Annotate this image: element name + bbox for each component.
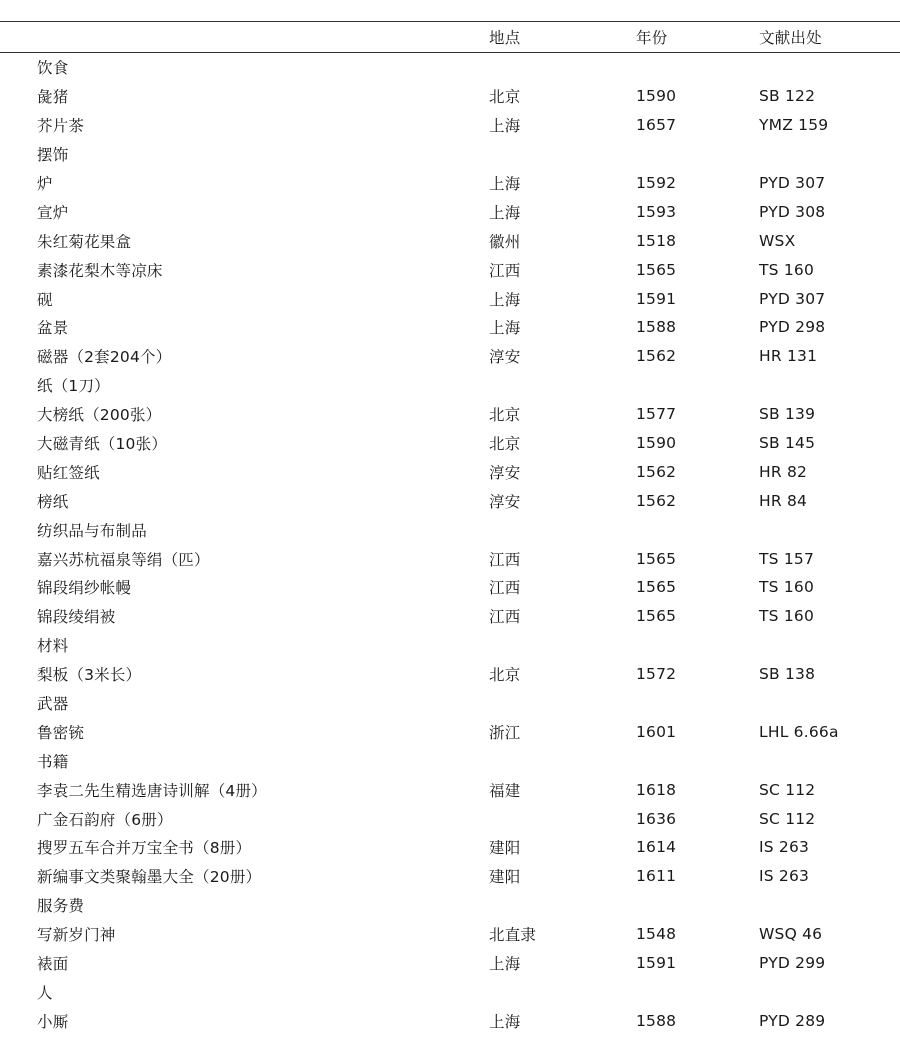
table-row	[0, 949, 900, 978]
cell-source: TS 160	[759, 578, 815, 597]
cell-year: 1577	[636, 405, 677, 424]
cell-year: 1618	[636, 780, 677, 799]
cell-item: 榜纸	[37, 492, 69, 511]
cell-year: 1614	[636, 838, 677, 857]
cell-place: 上海	[489, 175, 521, 193]
cell-source: SB 122	[759, 87, 816, 106]
cell-year: 1611	[636, 867, 677, 886]
table-body	[0, 53, 900, 1035]
table-row	[0, 544, 900, 573]
header-year: 年份	[636, 29, 668, 47]
category-row	[0, 978, 900, 1007]
cell-item: 搜罗五车合并万宝全书（8册）	[37, 839, 252, 858]
table-row	[0, 429, 900, 458]
cell-item: 宣炉	[37, 203, 69, 222]
cell-year: 1565	[636, 607, 677, 626]
cell-item: 纸（1刀）	[37, 377, 110, 396]
cell-source: TS 160	[759, 260, 815, 279]
cell-item: 广金石韵府（6册）	[37, 810, 173, 829]
cell-year: 1562	[636, 491, 677, 510]
category-row	[0, 371, 900, 400]
cell-source: HR 84	[759, 491, 808, 510]
table-row	[0, 833, 900, 862]
cell-place: 建阳	[489, 868, 521, 887]
table-row	[0, 804, 900, 833]
cell-place: 北京	[489, 88, 521, 107]
cell-place: 淳安	[489, 348, 521, 367]
cell-source: SC 112	[759, 809, 816, 828]
cell-item: 武器	[37, 695, 69, 714]
cell-source: SB 138	[759, 665, 816, 684]
cell-item: 鲁密铳	[37, 723, 85, 742]
cell-item: 朱红菊花果盒	[37, 232, 132, 251]
cell-item: 书籍	[37, 752, 69, 771]
category-row	[0, 53, 900, 82]
table-row	[0, 342, 900, 371]
category-row	[0, 631, 900, 660]
cell-item: 大榜纸（200张）	[37, 406, 162, 425]
cell-item: 素漆花梨木等凉床	[37, 261, 163, 280]
category-row	[0, 746, 900, 775]
table-row	[0, 602, 900, 631]
cell-place: 江西	[489, 550, 521, 569]
cell-place: 北京	[489, 666, 521, 685]
cell-place: 上海	[489, 203, 521, 222]
cell-place: 江西	[489, 608, 521, 627]
table-row	[0, 457, 900, 486]
table-row	[0, 284, 900, 313]
cell-item: 锦段绢纱帐幔	[37, 579, 132, 598]
cell-year: 1590	[636, 434, 677, 453]
cell-year: 1601	[636, 722, 677, 741]
cell-year: 1588	[636, 1011, 677, 1030]
table-row	[0, 486, 900, 515]
table-row	[0, 111, 900, 140]
price-table	[0, 21, 900, 1035]
table-row	[0, 82, 900, 111]
cell-source: HR 82	[759, 462, 808, 481]
cell-year: 1518	[636, 231, 677, 250]
cell-source: PYD 307	[759, 289, 826, 308]
cell-place: 上海	[489, 117, 521, 136]
cell-source: SB 139	[759, 405, 816, 424]
cell-item: 盆景	[37, 319, 69, 338]
table-row	[0, 1006, 900, 1035]
table-row	[0, 775, 900, 804]
table-row	[0, 660, 900, 689]
table-row	[0, 169, 900, 198]
cell-item: 人	[37, 983, 53, 1002]
table-row	[0, 862, 900, 891]
cell-year: 1592	[636, 174, 677, 192]
cell-item: 彘猪	[37, 88, 69, 107]
cell-source: HR 131	[759, 347, 818, 366]
table-row	[0, 400, 900, 429]
cell-source: IS 263	[759, 838, 810, 857]
cell-source: LHL 6.66a	[759, 722, 839, 741]
cell-source: WSX	[759, 231, 796, 250]
header-source: 文献出处	[759, 29, 822, 47]
cell-place: 淳安	[489, 463, 521, 482]
cell-year: 1657	[636, 116, 677, 135]
cell-year: 1636	[636, 809, 677, 828]
table-row	[0, 197, 900, 226]
cell-place: 北京	[489, 406, 521, 425]
cell-year: 1548	[636, 925, 677, 944]
cell-year: 1593	[636, 202, 677, 221]
category-row	[0, 891, 900, 920]
cell-item: 李袁二先生精选唐诗训解（4册）	[37, 781, 267, 800]
cell-item: 大磁青纸（10张）	[37, 435, 168, 454]
cell-source: IS 263	[759, 867, 810, 886]
cell-year: 1590	[636, 87, 677, 106]
cell-place: 江西	[489, 261, 521, 280]
cell-item: 摆饰	[37, 146, 69, 165]
cell-source: PYD 307	[759, 174, 826, 192]
cell-year: 1565	[636, 260, 677, 279]
cell-place: 上海	[489, 955, 521, 974]
cell-place: 浙江	[489, 723, 521, 742]
cell-source: WSQ 46	[759, 925, 823, 944]
cell-year: 1565	[636, 578, 677, 597]
cell-place: 福建	[489, 781, 521, 800]
table-row	[0, 255, 900, 284]
cell-item: 新编事文类聚翰墨大全（20册）	[37, 868, 262, 887]
table-row	[0, 313, 900, 342]
cell-item: 小厮	[37, 1012, 69, 1031]
cell-year: 1565	[636, 549, 677, 568]
table-row	[0, 717, 900, 746]
table-row	[0, 226, 900, 255]
cell-place: 上海	[489, 1012, 521, 1031]
cell-item: 嘉兴苏杭福泉等绢（匹）	[37, 550, 210, 569]
cell-item: 纺织品与布制品	[37, 521, 147, 540]
cell-year: 1562	[636, 347, 677, 366]
table-row	[0, 573, 900, 602]
cell-item: 砚	[37, 290, 53, 309]
cell-source: SC 112	[759, 780, 816, 799]
table-row	[0, 920, 900, 949]
cell-item: 裱面	[37, 955, 69, 974]
cell-item: 锦段绫绢被	[37, 608, 116, 627]
cell-item: 饮食	[37, 59, 69, 78]
cell-item: 磁器（2套204个）	[37, 348, 172, 367]
cell-place: 北京	[489, 435, 521, 454]
category-row	[0, 689, 900, 718]
cell-place: 北直隶	[489, 926, 537, 945]
table-header	[0, 21, 900, 53]
cell-item: 芥片茶	[37, 117, 85, 136]
cell-item: 炉	[37, 175, 53, 193]
header-place: 地点	[489, 29, 521, 47]
cell-source: PYD 289	[759, 1011, 826, 1030]
cell-source: SB 145	[759, 434, 816, 453]
cell-place: 上海	[489, 319, 521, 338]
category-row	[0, 515, 900, 544]
category-row	[0, 140, 900, 169]
cell-source: YMZ 159	[759, 116, 829, 135]
cell-place: 淳安	[489, 492, 521, 511]
cell-place: 徽州	[489, 232, 521, 251]
cell-source: PYD 308	[759, 202, 826, 221]
cell-year: 1591	[636, 289, 677, 308]
cell-year: 1591	[636, 954, 677, 973]
cell-item: 梨板（3米长）	[37, 666, 142, 685]
cell-place: 上海	[489, 290, 521, 309]
cell-year: 1588	[636, 318, 677, 337]
cell-item: 写新岁门神	[37, 926, 116, 945]
cell-item: 贴红签纸	[37, 463, 100, 482]
cell-place: 建阳	[489, 839, 521, 858]
cell-item: 材料	[37, 637, 69, 656]
cell-item: 服务费	[37, 897, 85, 916]
cell-year: 1562	[636, 462, 677, 481]
cell-source: PYD 299	[759, 954, 826, 973]
cell-source: TS 160	[759, 607, 815, 626]
cell-year: 1572	[636, 665, 677, 684]
cell-place: 江西	[489, 579, 521, 598]
cell-source: TS 157	[759, 549, 815, 568]
cell-source: PYD 298	[759, 318, 826, 337]
